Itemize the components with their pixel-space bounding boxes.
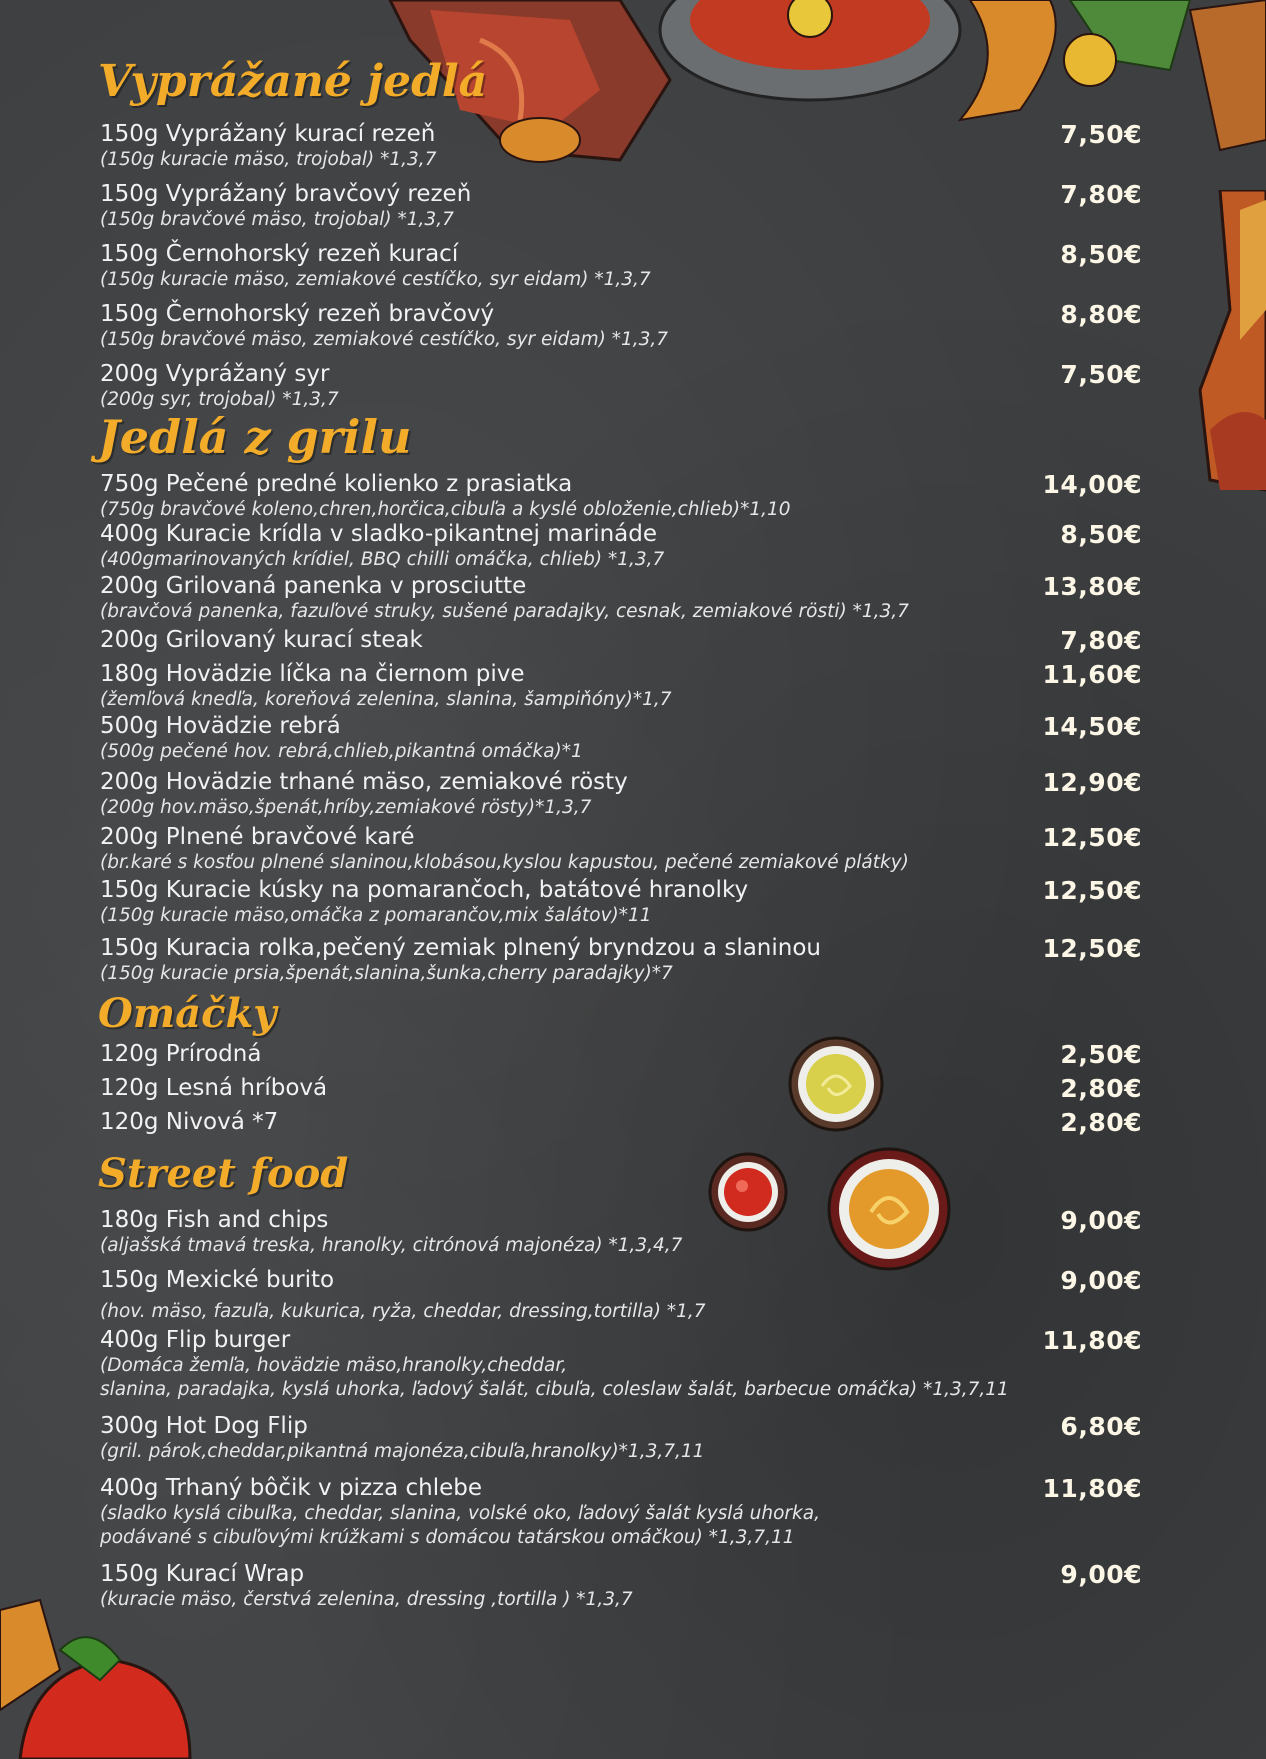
item-name: 400g Trhaný bôčik v pizza chlebe: [100, 1475, 483, 1501]
item-description: (sladko kyslá cibuľka, cheddar, slanina, volské oko, ľadový šalát kyslá uhorka,: [100, 1503, 820, 1524]
item-name: 120g Prírodná: [100, 1041, 262, 1067]
section-title-omacky: Omáčky: [98, 990, 277, 1037]
item-description: (gril. párok,cheddar,pikantná majonéza,cibuľa,hranolky)*1,3,7,11: [100, 1441, 705, 1462]
item-name: 500g Hovädzie rebrá: [100, 713, 341, 739]
item-name: 300g Hot Dog Flip: [100, 1413, 308, 1439]
pepper-illustration-bottom: [0, 1590, 200, 1759]
menu-item: [100, 180, 1266, 232]
item-price: 7,80€: [1060, 626, 1142, 655]
menu-item: [100, 1412, 1266, 1464]
item-price: 12,50€: [1042, 823, 1142, 852]
menu-item: [100, 470, 1266, 522]
item-price: 2,80€: [1060, 1108, 1142, 1137]
item-description: (150g kuracie mäso, trojobal) *1,3,7: [100, 149, 437, 170]
menu-item: [100, 934, 1266, 986]
item-description: (150g kuracie prsia,špenát,slanina,šunka,cherry paradajky)*7: [100, 963, 673, 984]
item-price: 7,50€: [1060, 360, 1142, 389]
menu-item: [100, 626, 1266, 654]
item-price: 13,80€: [1042, 572, 1142, 601]
menu-item: [100, 1560, 1266, 1612]
item-price: 12,50€: [1042, 876, 1142, 905]
item-description: (200g syr, trojobal) *1,3,7: [100, 389, 339, 410]
item-description: (Domáca žemľa, hovädzie mäso,hranolky,cheddar,: [100, 1355, 568, 1376]
item-description: (150g bravčové mäso, zemiakové cestíčko, syr eidam) *1,3,7: [100, 329, 669, 350]
item-name: 750g Pečené predné kolienko z prasiatka: [100, 471, 573, 497]
item-price: 14,50€: [1042, 712, 1142, 741]
menu-item: [100, 1266, 1266, 1324]
item-description-continued: podávané s cibuľovými krúžkami s domácou tatárskou omáčkou) *1,3,7,11: [100, 1527, 795, 1548]
menu-item: [100, 660, 1266, 712]
item-description: (bravčová panenka, fazuľové struky, sušené paradajky, cesnak, zemiakové rösti) *1,3,7: [100, 601, 909, 622]
menu-item: [100, 120, 1266, 172]
item-name: 150g Kuracia rolka,pečený zemiak plnený bryndzou a slaninou: [100, 935, 821, 961]
item-name: 200g Plnené bravčové karé: [100, 824, 415, 850]
item-price: 11,60€: [1042, 660, 1142, 689]
menu-item: [100, 240, 1266, 292]
section-title-vyprazane: Vyprážané jedlá: [98, 56, 488, 107]
item-name: 150g Kuracie kúsky na pomarančoch, batátové hranolky: [100, 877, 749, 903]
item-price: 2,50€: [1060, 1040, 1142, 1069]
menu-item: [100, 1108, 1266, 1136]
item-price: 7,80€: [1060, 180, 1142, 209]
item-price: 8,50€: [1060, 240, 1142, 269]
item-price: 9,00€: [1060, 1266, 1142, 1295]
item-name: 400g Flip burger: [100, 1327, 291, 1353]
item-name: 120g Nivová *7: [100, 1109, 279, 1135]
item-name: 180g Fish and chips: [100, 1207, 329, 1233]
menu-item: [100, 1074, 1266, 1102]
item-name: 200g Hovädzie trhané mäso, zemiakové rösty: [100, 769, 628, 795]
item-description: (hov. mäso, fazuľa, kukurica, ryža, cheddar, dressing,tortilla) *1,7: [100, 1301, 706, 1322]
menu-item: [100, 300, 1266, 352]
item-name: 400g Kuracie krídla v sladko-pikantnej marináde: [100, 521, 658, 547]
menu-item: [100, 520, 1266, 572]
item-name: 150g Černohorský rezeň kurací: [100, 241, 459, 267]
item-description: (kuracie mäso, čerstvá zelenina, dressing ,tortilla ) *1,3,7: [100, 1589, 633, 1610]
item-description: (200g hov.mäso,špenát,hríby,zemiakové rösty)*1,3,7: [100, 797, 592, 818]
item-price: 12,90€: [1042, 768, 1142, 797]
item-description: (žemľová knedľa, koreňová zelenina, slanina, šampiňóny)*1,7: [100, 689, 672, 710]
item-price: 14,00€: [1042, 470, 1142, 499]
item-price: 11,80€: [1042, 1326, 1142, 1355]
menu-item: [100, 876, 1266, 928]
item-description: (750g bravčové koleno,chren,horčica,cibuľa a kyslé obloženie,chlieb)*1,10: [100, 499, 791, 520]
item-price: 2,80€: [1060, 1074, 1142, 1103]
item-name: 150g Kurací Wrap: [100, 1561, 305, 1587]
item-name: 120g Lesná hríbová: [100, 1075, 328, 1101]
item-price: 8,50€: [1060, 520, 1142, 549]
item-description: (400gmarinovaných krídiel, BBQ chilli omáčka, chlieb) *1,3,7: [100, 549, 665, 570]
item-name: 150g Vyprážaný kurací rezeň: [100, 121, 436, 147]
item-name: 150g Černohorský rezeň bravčový: [100, 301, 495, 327]
item-price: 11,80€: [1042, 1474, 1142, 1503]
item-name: 180g Hovädzie líčka na čiernom pive: [100, 661, 525, 687]
section-title-gril: Jedlá z grilu: [98, 410, 412, 464]
item-price: 12,50€: [1042, 934, 1142, 963]
menu-item: [100, 572, 1266, 624]
item-price: 9,00€: [1060, 1206, 1142, 1235]
menu-item: [100, 768, 1266, 820]
item-name: 200g Grilovaná panenka v prosciutte: [100, 573, 527, 599]
menu-item: [100, 360, 1266, 412]
section-title-street: Street food: [98, 1150, 349, 1197]
item-name: 200g Vyprážaný syr: [100, 361, 330, 387]
item-description: (150g kuracie mäso,omáčka z pomarančov,mix šalátov)*11: [100, 905, 652, 926]
item-description: (150g kuracie mäso, zemiakové cestíčko, syr eidam) *1,3,7: [100, 269, 651, 290]
item-description: (aljašská tmavá treska, hranolky, citrónová majonéza) *1,3,4,7: [100, 1235, 683, 1256]
item-name: 150g Vyprážaný bravčový rezeň: [100, 181, 472, 207]
menu-item: [100, 1206, 1266, 1258]
item-price: 6,80€: [1060, 1412, 1142, 1441]
item-name: 150g Mexické burito: [100, 1267, 335, 1293]
menu-item: [100, 1040, 1266, 1068]
item-price: 7,50€: [1060, 120, 1142, 149]
item-name: 200g Grilovaný kurací steak: [100, 627, 423, 653]
item-price: 9,00€: [1060, 1560, 1142, 1589]
menu-item: [100, 1326, 1266, 1402]
menu-item: [100, 1474, 1266, 1550]
item-description: (500g pečené hov. rebrá,chlieb,pikantná omáčka)*1: [100, 741, 583, 762]
item-description: (br.karé s kosťou plnené slaninou,klobásou,kyslou kapustou, pečené zemiakové plátky): [100, 852, 909, 873]
item-description: (150g bravčové mäso, trojobal) *1,3,7: [100, 209, 454, 230]
menu-item: [100, 823, 1266, 875]
item-price: 8,80€: [1060, 300, 1142, 329]
item-description-continued: slanina, paradajka, kyslá uhorka, ľadový šalát, cibuľa, coleslaw šalát, barbecue omáčka) *1,3,7,11: [100, 1379, 1009, 1400]
menu-item: [100, 712, 1266, 764]
